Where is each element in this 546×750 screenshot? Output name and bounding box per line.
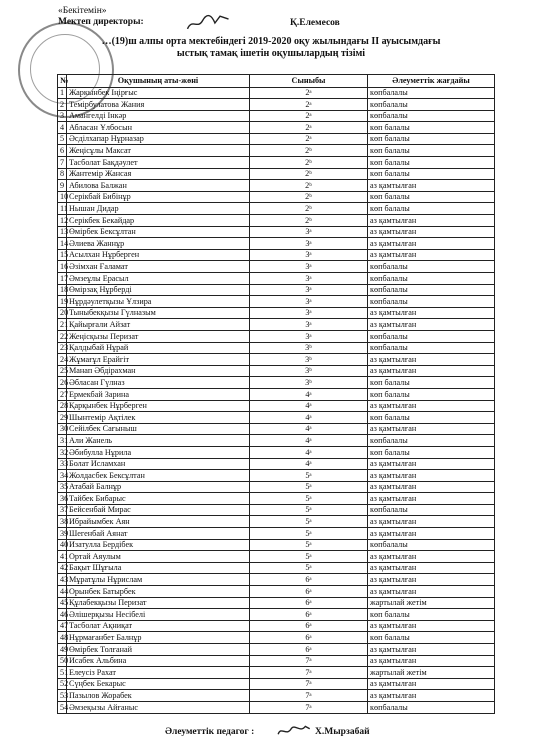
table-row: [58, 446, 495, 458]
grade: 4ᵃ: [250, 446, 368, 458]
row-number: 27: [58, 388, 67, 400]
social-status: көпбалалы: [368, 273, 495, 285]
table-row: [58, 377, 495, 389]
student-name: Ермекбай Зарина: [67, 388, 250, 400]
student-name: Нұрдәулетқызы Ұлзира: [67, 296, 250, 308]
student-name: Әбласан Гүлназ: [67, 377, 250, 389]
row-number: 14: [58, 238, 67, 250]
grade: 7ᵃ: [250, 655, 368, 667]
student-name: Әмзеұлы Ерасыл: [67, 273, 250, 285]
grade: 6ᵃ: [250, 632, 368, 644]
grade: 2ᵇ: [250, 145, 368, 157]
grade: 2ᵇ: [250, 180, 368, 192]
grade: 4ᵃ: [250, 435, 368, 447]
social-status: көп балалы: [368, 203, 495, 215]
table-row: [58, 620, 495, 632]
table-row: [58, 435, 495, 447]
social-status: көпбалалы: [368, 284, 495, 296]
grade: 3ᵇ: [250, 342, 368, 354]
row-number: 9: [58, 180, 67, 192]
social-status: аз қамтылған: [368, 690, 495, 702]
row-number: 28: [58, 400, 67, 412]
grade: 4ᵃ: [250, 400, 368, 412]
social-status: көп балалы: [368, 191, 495, 203]
row-number: 21: [58, 319, 67, 331]
table-row: [58, 168, 495, 180]
table-row: [58, 145, 495, 157]
student-name: Бейсенбай Мирас: [67, 504, 250, 516]
row-number: 45: [58, 597, 67, 609]
social-status: көпбалалы: [368, 330, 495, 342]
table-row: [58, 99, 495, 111]
row-number: 46: [58, 609, 67, 621]
student-name: Амангелді Інкәр: [67, 110, 250, 122]
grade: 5ᵃ: [250, 493, 368, 505]
student-name: Асылхан Нұрберген: [67, 249, 250, 261]
student-name: Бақыт Шұғыла: [67, 562, 250, 574]
table-row: [58, 562, 495, 574]
social-status: аз қамтылған: [368, 516, 495, 528]
table-row: [58, 319, 495, 331]
row-number: 31: [58, 435, 67, 447]
grade: 2ᵇ: [250, 157, 368, 169]
row-number: 35: [58, 481, 67, 493]
row-number: 13: [58, 226, 67, 238]
social-status: аз қамтылған: [368, 180, 495, 192]
grade: 5ᵃ: [250, 562, 368, 574]
social-status: аз қамтылған: [368, 215, 495, 227]
table-body: [58, 87, 495, 713]
table-row: [58, 284, 495, 296]
row-number: 36: [58, 493, 67, 505]
social-status: аз қамтылған: [368, 551, 495, 563]
table-row: [58, 203, 495, 215]
row-number: 49: [58, 644, 67, 656]
table-row: [58, 122, 495, 134]
social-status: аз қамтылған: [368, 644, 495, 656]
social-status: көп балалы: [368, 609, 495, 621]
student-name: Сүңбек Бекарыс: [67, 678, 250, 690]
student-name: Тасболат Ақниқат: [67, 620, 250, 632]
student-name: Шегенбай Аянат: [67, 528, 250, 540]
grade: 3ᵇ: [250, 377, 368, 389]
social-status: көп балалы: [368, 145, 495, 157]
social-status: аз қамтылған: [368, 249, 495, 261]
grade: 5ᵃ: [250, 528, 368, 540]
row-number: 48: [58, 632, 67, 644]
student-name: Ортай Аяулым: [67, 551, 250, 563]
table-row: [58, 586, 495, 598]
student-name: Пазылов Жорабек: [67, 690, 250, 702]
student-name: Әбибулла Нұрила: [67, 446, 250, 458]
table-row: [58, 388, 495, 400]
social-status: аз қамтылған: [368, 319, 495, 331]
table-row: [58, 609, 495, 621]
social-status: көпбалалы: [368, 296, 495, 308]
social-status: көп балалы: [368, 632, 495, 644]
grade: 5ᵃ: [250, 551, 368, 563]
table-row: [58, 180, 495, 192]
social-status: көпбалалы: [368, 87, 495, 99]
social-status: аз қамтылған: [368, 354, 495, 366]
row-number: 15: [58, 249, 67, 261]
grade: 3ᵇ: [250, 365, 368, 377]
row-number: 52: [58, 678, 67, 690]
social-status: көпбалалы: [368, 342, 495, 354]
grade: 4ᵃ: [250, 458, 368, 470]
row-number: 38: [58, 516, 67, 528]
social-status: көп балалы: [368, 133, 495, 145]
table-row: [58, 655, 495, 667]
student-name: Жолдасбек Бексұлтан: [67, 470, 250, 482]
grade: 2ᵇ: [250, 203, 368, 215]
row-number: 47: [58, 620, 67, 632]
table-row: [58, 400, 495, 412]
table-row: [58, 191, 495, 203]
row-number: 6: [58, 145, 67, 157]
table-row: [58, 516, 495, 528]
row-number: 20: [58, 307, 67, 319]
grade: 7ᵃ: [250, 667, 368, 679]
grade: 2ᵃ: [250, 87, 368, 99]
table-row: [58, 215, 495, 227]
grade: 2ᵇ: [250, 191, 368, 203]
director-signature: [184, 11, 232, 37]
row-number: 2: [58, 99, 67, 111]
document-title-line1: …(19)ш алпы орта мектебіндегі 2019-2020 оқу жылындағы II ауысымдағы: [101, 36, 441, 47]
student-name: Өмірбек Толғанай: [67, 644, 250, 656]
table-row: [58, 330, 495, 342]
student-name: Мұратұлы Нұрислам: [67, 574, 250, 586]
table-row: [58, 470, 495, 482]
table-row: [58, 110, 495, 122]
grade: 3ᵃ: [250, 273, 368, 285]
row-number: 32: [58, 446, 67, 458]
student-name: Ибрайымбек Аян: [67, 516, 250, 528]
student-name: Елеусіз Рахат: [67, 667, 250, 679]
row-number: 18: [58, 284, 67, 296]
grade: 3ᵃ: [250, 307, 368, 319]
social-status: көп балалы: [368, 168, 495, 180]
grade: 4ᵃ: [250, 388, 368, 400]
row-number: 12: [58, 215, 67, 227]
pedagogue-label: Әлеуметтік педагог :: [165, 727, 255, 737]
student-name: Темірбулатова Жания: [67, 99, 250, 111]
social-status: көпбалалы: [368, 504, 495, 516]
social-status: көпбалалы: [368, 110, 495, 122]
row-number: 29: [58, 412, 67, 424]
social-status: аз қамтылған: [368, 528, 495, 540]
grade: 3ᵃ: [250, 261, 368, 273]
approval-word: «Бекітемін»: [58, 6, 107, 16]
header-social-status: Әлеуметтік жағдайы: [368, 75, 495, 88]
grade: 6ᵃ: [250, 597, 368, 609]
grade: 3ᵃ: [250, 284, 368, 296]
table-row: [58, 539, 495, 551]
grade: 7ᵃ: [250, 678, 368, 690]
grade: 3ᵃ: [250, 330, 368, 342]
student-name: Шынтемір Ақтілек: [67, 412, 250, 424]
row-number: 41: [58, 551, 67, 563]
grade: 2ᵃ: [250, 133, 368, 145]
table-row: [58, 365, 495, 377]
student-name: Манап Әбдірахман: [67, 365, 250, 377]
row-number: 51: [58, 667, 67, 679]
row-number: 34: [58, 470, 67, 482]
student-name: Нышан Дидар: [67, 203, 250, 215]
social-status: көпбалалы: [368, 261, 495, 273]
student-name: Жаркынбек Іңірғыс: [67, 87, 250, 99]
row-number: 17: [58, 273, 67, 285]
row-number: 50: [58, 655, 67, 667]
grade: 6ᵃ: [250, 574, 368, 586]
student-name: Жұмағұл Ерайгіт: [67, 354, 250, 366]
social-status: көп балалы: [368, 446, 495, 458]
table-row: [58, 133, 495, 145]
pedagogue-signature: [275, 720, 313, 745]
table-header-row: [58, 75, 495, 88]
grade: 6ᵃ: [250, 620, 368, 632]
student-name: Әлішерқызы Несібелі: [67, 609, 250, 621]
row-number: 22: [58, 330, 67, 342]
row-number: 4: [58, 122, 67, 134]
social-status: аз қамтылған: [368, 574, 495, 586]
grade: 3ᵃ: [250, 319, 368, 331]
row-number: 26: [58, 377, 67, 389]
grade: 3ᵃ: [250, 226, 368, 238]
grade: 4ᵃ: [250, 423, 368, 435]
student-name: Сейілбек Сағыныш: [67, 423, 250, 435]
table-row: [58, 678, 495, 690]
row-number: 16: [58, 261, 67, 273]
director-name: Қ.Елемесов: [290, 18, 340, 28]
row-number: 33: [58, 458, 67, 470]
student-name: Әмзеқызы Айғаныс: [67, 701, 250, 713]
row-number: 23: [58, 342, 67, 354]
table-row: [58, 296, 495, 308]
social-status: аз қамтылған: [368, 307, 495, 319]
table-row: [58, 644, 495, 656]
row-number: 30: [58, 423, 67, 435]
social-status: көпбалалы: [368, 701, 495, 713]
row-number: 11: [58, 203, 67, 215]
social-status: көп балалы: [368, 412, 495, 424]
row-number: 43: [58, 574, 67, 586]
table-row: [58, 238, 495, 250]
student-name: Серікбек Бекайдар: [67, 215, 250, 227]
row-number: 37: [58, 504, 67, 516]
grade: 2ᵃ: [250, 122, 368, 134]
student-name: Али Жанель: [67, 435, 250, 447]
row-number: 5: [58, 133, 67, 145]
social-status: жартылай жетім: [368, 667, 495, 679]
grade: 3ᵃ: [250, 238, 368, 250]
social-status: аз қамтылған: [368, 458, 495, 470]
grade: 3ᵇ: [250, 354, 368, 366]
row-number: 54: [58, 701, 67, 713]
social-status: көп балалы: [368, 122, 495, 134]
student-name: Өмірбек Бексұлтан: [67, 226, 250, 238]
row-number: 24: [58, 354, 67, 366]
grade: 6ᵃ: [250, 644, 368, 656]
table-row: [58, 493, 495, 505]
table-row: [58, 157, 495, 169]
pedagogue-name: Х.Мырзабай: [315, 727, 370, 737]
table-row: [58, 481, 495, 493]
student-name: Абилова Балжан: [67, 180, 250, 192]
student-name: Қайырғали Айзат: [67, 319, 250, 331]
header-number: №: [58, 75, 67, 88]
social-status: аз қамтылған: [368, 562, 495, 574]
table-row: [58, 528, 495, 540]
student-name: Исабек Альбина: [67, 655, 250, 667]
student-name: Жантемір Жансая: [67, 168, 250, 180]
table-row: [58, 597, 495, 609]
social-status: аз қамтылған: [368, 423, 495, 435]
document-title-line2: ыстық тамақ ішетін оқушылардың тізімі: [176, 48, 366, 59]
table-row: [58, 226, 495, 238]
social-status: көп балалы: [368, 377, 495, 389]
grade: 2ᵇ: [250, 215, 368, 227]
social-status: жартылай жетім: [368, 597, 495, 609]
grade: 3ᵃ: [250, 249, 368, 261]
table-row: [58, 504, 495, 516]
table-row: [58, 701, 495, 713]
student-name: Құлабекқызы Перизат: [67, 597, 250, 609]
student-name: Изатулла Бердібек: [67, 539, 250, 551]
grade: 5ᵃ: [250, 504, 368, 516]
student-name: Әзімхан Ғаламат: [67, 261, 250, 273]
grade: 2ᵇ: [250, 168, 368, 180]
social-status: көп балалы: [368, 157, 495, 169]
table-row: [58, 458, 495, 470]
table-row: [58, 354, 495, 366]
row-number: 3: [58, 110, 67, 122]
grade: 6ᵃ: [250, 609, 368, 621]
table-row: [58, 307, 495, 319]
grade: 4ᵃ: [250, 412, 368, 424]
table-row: [58, 87, 495, 99]
social-status: көпбалалы: [368, 435, 495, 447]
student-name: Орынбек Батырбек: [67, 586, 250, 598]
social-status: аз қамтылған: [368, 481, 495, 493]
student-name: Әсділхапар Нұрназар: [67, 133, 250, 145]
social-status: аз қамтылған: [368, 226, 495, 238]
social-status: аз қамтылған: [368, 620, 495, 632]
student-name: Өмірзақ Нұрберді: [67, 284, 250, 296]
row-number: 39: [58, 528, 67, 540]
row-number: 40: [58, 539, 67, 551]
table-row: [58, 690, 495, 702]
social-status: аз қамтылған: [368, 365, 495, 377]
student-name: Қалдыбай Нұрай: [67, 342, 250, 354]
row-number: 42: [58, 562, 67, 574]
header-student-name: Оқушының аты-жөні: [67, 75, 250, 88]
social-status: көпбалалы: [368, 539, 495, 551]
student-name: Жеңісұлы Максат: [67, 145, 250, 157]
row-number: 1: [58, 87, 67, 99]
social-status: аз қамтылған: [368, 493, 495, 505]
student-name: Нұрмағанбет Балнұр: [67, 632, 250, 644]
social-status: көпбалалы: [368, 99, 495, 111]
table-row: [58, 261, 495, 273]
social-status: аз қамтылған: [368, 655, 495, 667]
student-name: Тасболат Бақдәулет: [67, 157, 250, 169]
table-row: [58, 667, 495, 679]
student-name: Абласан Ұлбосын: [67, 122, 250, 134]
students-table: [57, 74, 495, 714]
header-grade: Сыныбы: [250, 75, 368, 88]
director-label: Мектеп директоры:: [58, 17, 144, 27]
student-name: Болат Исламхан: [67, 458, 250, 470]
grade: 2ᵃ: [250, 110, 368, 122]
student-name: Әлиева Жаннұр: [67, 238, 250, 250]
table-row: [58, 632, 495, 644]
grade: 5ᵃ: [250, 481, 368, 493]
social-status: көп балалы: [368, 388, 495, 400]
row-number: 19: [58, 296, 67, 308]
table-row: [58, 423, 495, 435]
social-status: аз қамтылған: [368, 586, 495, 598]
row-number: 7: [58, 157, 67, 169]
student-name: Атабай Балнұр: [67, 481, 250, 493]
student-name: Тыныбекқызы Гүлназым: [67, 307, 250, 319]
student-name: Серікбай Бибінұр: [67, 191, 250, 203]
student-name: Жеңісқызы Перизат: [67, 330, 250, 342]
table-row: [58, 342, 495, 354]
social-status: аз қамтылған: [368, 400, 495, 412]
grade: 5ᵃ: [250, 470, 368, 482]
row-number: 25: [58, 365, 67, 377]
table-row: [58, 273, 495, 285]
grade: 5ᵃ: [250, 539, 368, 551]
social-status: аз қамтылған: [368, 238, 495, 250]
row-number: 10: [58, 191, 67, 203]
row-number: 53: [58, 690, 67, 702]
table-row: [58, 412, 495, 424]
student-name: Қарқынбек Нұрберген: [67, 400, 250, 412]
grade: 2ᵃ: [250, 99, 368, 111]
row-number: 44: [58, 586, 67, 598]
social-status: аз қамтылған: [368, 470, 495, 482]
table-row: [58, 249, 495, 261]
grade: 3ᵃ: [250, 296, 368, 308]
student-name: Тайбек Бибарыс: [67, 493, 250, 505]
grade: 7ᵃ: [250, 701, 368, 713]
grade: 6ᵃ: [250, 586, 368, 598]
social-status: аз қамтылған: [368, 678, 495, 690]
table-row: [58, 574, 495, 586]
table-row: [58, 551, 495, 563]
row-number: 8: [58, 168, 67, 180]
grade: 7ᵃ: [250, 690, 368, 702]
grade: 5ᵃ: [250, 516, 368, 528]
